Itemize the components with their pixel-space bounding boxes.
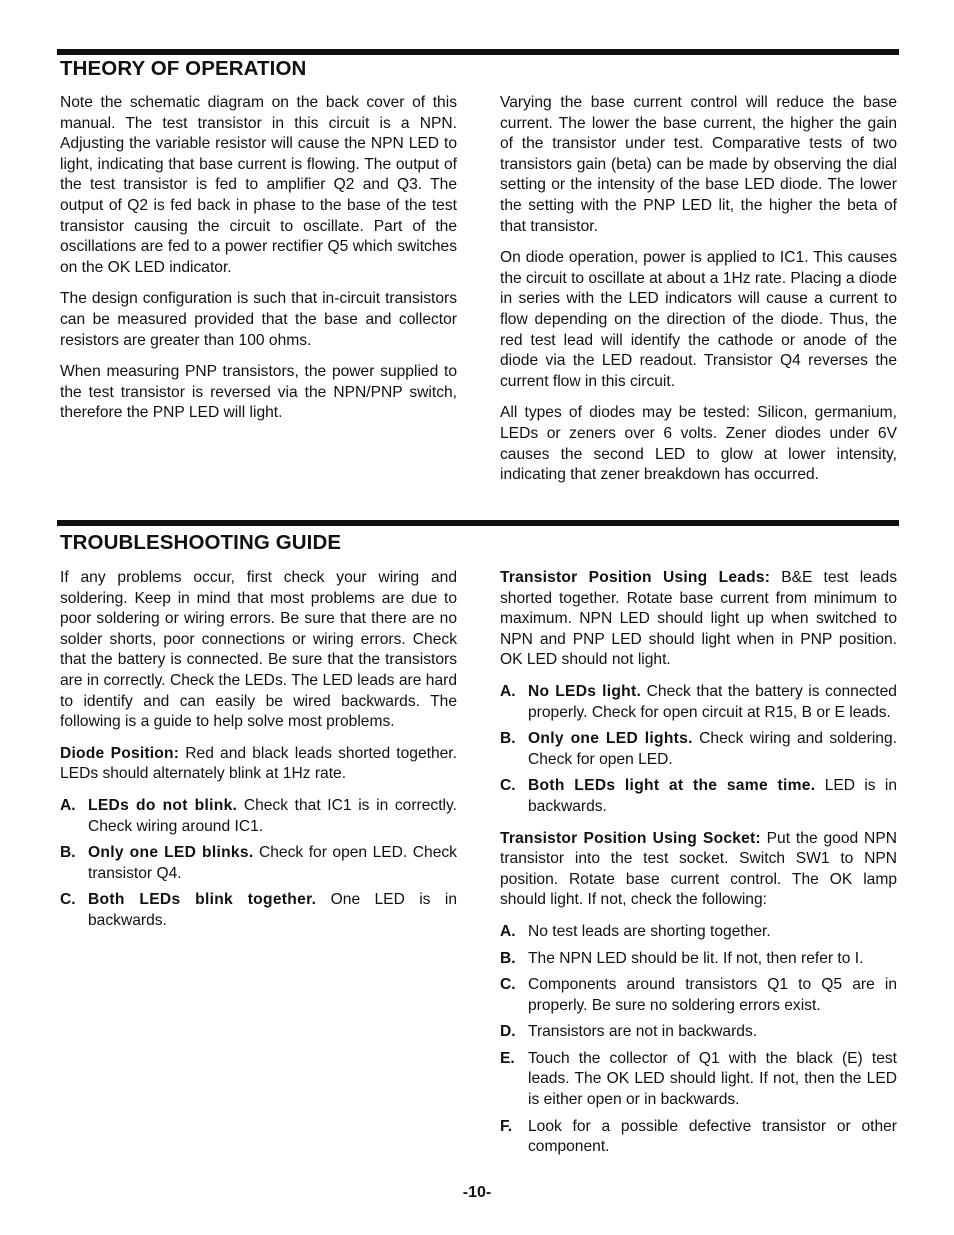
list-item [500,776,897,817]
list-item [500,949,897,970]
diode-position-paragraph [60,744,457,785]
socket-position-label: Transistor Position Using Socket: [500,829,761,847]
item-heading: Both LEDs light at the same time. [528,777,816,795]
item-text: Transistors are not in backwards. [528,1023,758,1041]
item-letter: B. [60,844,76,862]
item-text: Look for a possible defective transistor or other component. [528,1117,897,1156]
list-item [60,843,457,884]
item-letter: A. [500,682,516,700]
list-item [500,729,897,770]
item-heading: No LEDs light. [528,682,642,700]
theory-paragraph: Varying the base current control will reduce the base current. The lower the base current, the higher the gain of the transistor under test. Comparative tests of two transistors gain (beta) can be made by observing the dial setting or the intensity of the base LED diode. The lower the setting with the PNP LED lit, the higher the beta of that transistor. [500,94,897,235]
list-item [500,1117,897,1158]
item-letter: F. [500,1117,513,1135]
troubleshooting-heading: TROUBLESHOOTING GUIDE [60,531,342,554]
item-letter: C. [60,891,76,909]
list-item [60,796,457,837]
leads-checklist [500,682,897,818]
item-text: Check wiring and soldering. Check for open LED. [528,730,897,768]
item-text: Check that the battery is connected properly. Check for open circuit at R15, B or E leads. [528,682,897,721]
theory-paragraph: Note the schematic diagram on the back cover of this manual. The test transistor in this circuit is a NPN. Adjusting the variable resistor will cause the NPN LED to light, indicating that base current is flowing. The output of the test transistor is fed to amplifier Q2 and Q3. The output of Q2 is fed back in phase to the base of the test transistor causing the circuit to oscillate. Part of the oscillations are fed to a power rectifier Q5 which switches on the OK LED indicator. [60,94,457,276]
item-heading: LEDs do not blink. [88,796,238,814]
item-text: Check that IC1 is in correctly. Check wiring around IC1. [88,796,457,835]
troubleshooting-left-column [60,568,457,943]
item-letter: A. [60,796,76,814]
list-item [60,890,457,931]
troubleshooting-right-column [500,568,897,1169]
theory-paragraph: When measuring PNP transistors, the power supplied to the test transistor is reversed via the NPN/PNP switch, therefore the PNP LED will light. [60,363,457,422]
item-letter: B. [500,949,516,967]
leads-position-label: Transistor Position Using Leads: [500,569,771,586]
socket-checklist [500,922,897,1158]
theory-paragraph: On diode operation, power is applied to IC1. This causes the circuit to oscillate at about a 1Hz rate. Placing a diode in series with the LED indicators will cause a current to flow depending on the direction of the diode. Thus, the red test lead will identify the cathode or anode of the diode via the LED readout. Transistor Q4 reverses the current flow in this circuit. [500,249,898,390]
list-item [500,922,897,943]
item-letter: B. [500,730,516,748]
leads-position-paragraph [500,568,897,671]
item-text: No test leads are shorting together. [528,922,771,940]
item-text: The NPN LED should be lit. If not, then refer to I. [528,949,864,967]
page-number: -10- [462,1184,492,1201]
theory-paragraph: All types of diodes may be tested: Silicon, germanium, LEDs or zeners over 6 volts. Zener diodes under 6V causes the second LED to glow at lower intensity, indicating that zener breakdown has occurred. [500,404,897,484]
item-text: Check for open LED. Check transistor Q4. [88,844,457,882]
list-item [500,1049,897,1111]
list-item [500,1022,897,1043]
item-letter: A. [500,922,516,940]
theory-left-column [60,93,457,424]
list-item [500,975,897,1016]
item-heading: Both LEDs blink together. [88,891,317,909]
item-text: Touch the collector of Q1 with the black (E) test leads. The OK LED should light. If not, then the LED is either open or in backwards. [528,1049,897,1109]
item-letter: E. [500,1049,515,1067]
diode-position-text: Red and black leads shorted together. LEDs should alternately blink at 1Hz rate. [60,744,457,783]
item-heading: Only one LED blinks. [88,844,254,862]
item-text: Components around transistors Q1 to Q5 are in properly. Be sure no soldering errors exist. [528,976,897,1014]
section-divider-theory [57,49,899,55]
troubleshooting-intro: If any problems occur, first check your wiring and soldering. Keep in mind that most problems are due to poor soldering or wiring errors. Be sure that there are no solder shorts, poor connections or wiring errors. Check that the battery is connected. Be sure that the transistors are in correctly. Check the LEDs. The LED leads are hard to identify and can easily be wired backwards. The following is a guide to help solve most problems. [60,569,457,731]
item-text: LED is in backwards. [528,777,898,815]
theory-heading: THEORY OF OPERATION [60,57,307,80]
section-divider-troubleshooting [57,520,899,526]
item-letter: C. [500,777,516,795]
leads-position-text: B&E test leads shorted together. Rotate base current from minimum to maximum. NPN LED should light up when switched to NPN and PNP LED should light when in PNP position. OK LED should not light. [500,569,897,669]
item-letter: D. [500,1023,516,1041]
socket-position-text: Put the good NPN transistor into the test socket. Switch SW1 to NPN position. Rotate base current control. The OK lamp should light. If not, check the following: [500,829,897,909]
diode-checklist [60,796,457,932]
item-text: One LED is in backwards. [88,891,457,929]
list-item [500,682,897,723]
theory-paragraph: The design configuration is such that in-circuit transistors can be measured provided that the base and collector resistors are greater than 100 ohms. [60,290,457,349]
item-letter: C. [500,976,516,994]
diode-position-label: Diode Position: [60,744,180,762]
item-heading: Only one LED lights. [528,730,693,748]
socket-position-paragraph [500,829,897,911]
theory-right-column [500,93,897,486]
